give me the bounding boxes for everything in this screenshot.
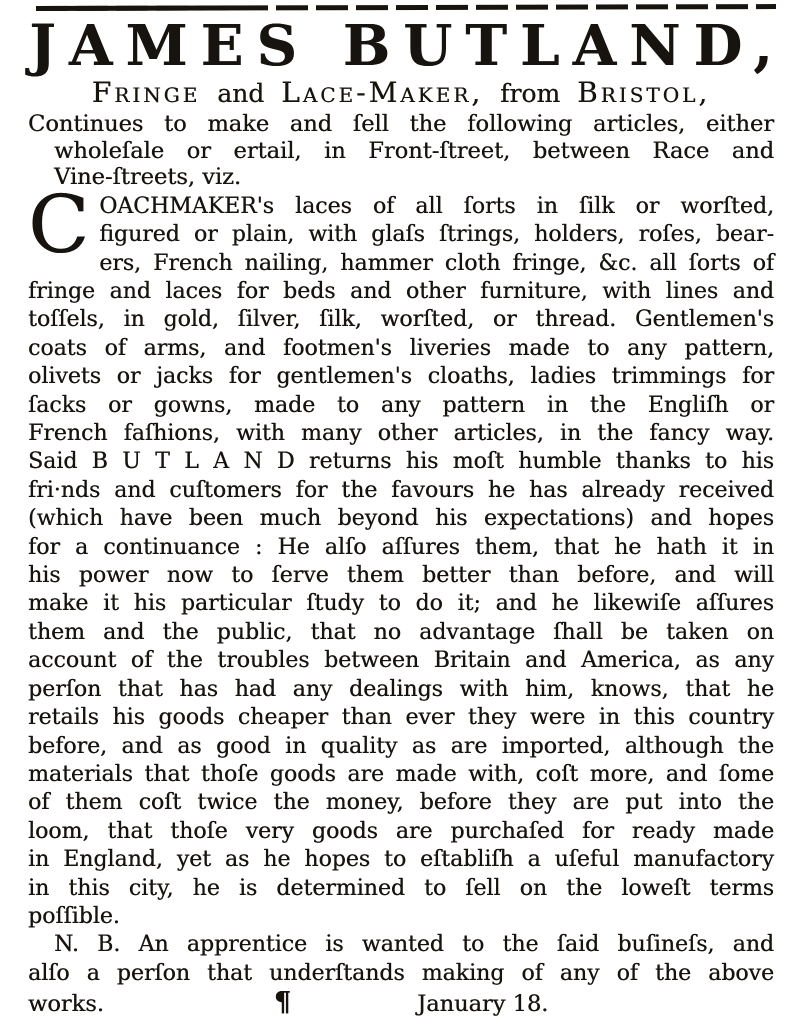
text-line: before, and as good in quality as are imported, although the — [28, 733, 774, 759]
printers-rule — [36, 4, 776, 11]
notice-paragraph — [28, 931, 774, 988]
subtitle-part: Fringe — [91, 76, 201, 109]
text-line: Vine-ſtreets, viz. — [54, 164, 242, 191]
text-line: in England, yet as he hopes to eſtabliſh a uſeful manufactory — [28, 847, 774, 873]
text-line: retails his goods cheaper than ever they were in this country — [28, 705, 774, 731]
footer-line — [28, 988, 774, 1019]
text-line: Continues to make and ſell the following articles, either — [28, 111, 774, 137]
text-line: account of the troubles between Britain and America, as any — [28, 648, 774, 674]
text-line: coats of arms, and footmen's liveries made to any pattern, — [28, 335, 774, 361]
text-line: poſſible. — [28, 903, 120, 929]
ad-title: JAMES BUTLAND, — [29, 13, 786, 79]
text-line: them and the public, that no advantage ſhall be taken on — [28, 619, 774, 645]
text-line: N. B. An apprentice is wanted to the ſaid buſineſs, and — [54, 932, 774, 958]
text-line: materials that thoſe goods are made with, coſt more, and ſome — [28, 761, 774, 787]
drop-cap: C — [28, 177, 90, 271]
text-line: wholeſale or ertail, in Front-ſtreet, between Race and — [54, 137, 774, 164]
text-line: perſon that has had any dealings with him, knows, that he — [28, 676, 774, 702]
text-line: his power now to ſerve them better than before, and will — [28, 563, 774, 589]
pilcrow-icon: ¶ — [273, 987, 292, 1019]
newspaper-ad — [0, 5, 804, 1019]
text-line: fri·nds and cuſtomers for the favours he has already received — [28, 477, 774, 503]
subtitle-part: and — [217, 79, 265, 108]
ad-subtitle — [28, 76, 774, 111]
text-line: OACHMAKER's laces of all ſorts in ſilk or worſted, — [99, 193, 774, 219]
text-line: ſacks or gowns, made to any pattern in the Engliſh or — [28, 392, 774, 418]
text-line: alſo a perſon that underſtands making of any of the above — [28, 960, 774, 986]
subtitle-part: Bristol, — [577, 76, 711, 109]
text-line: of them coſt twice the money, before they are put into the — [28, 790, 774, 816]
text-line: Said B U T L A N D returns his moſt humble thanks to his — [28, 449, 774, 475]
text-line: make it his particular ſtudy to do it; and he likewiſe aſſures — [28, 591, 774, 617]
works-label: works. — [28, 991, 104, 1018]
text-line: fringe and laces for beds and other furniture, with lines and — [28, 279, 774, 304]
text-line: loom, that thoſe very goods are purchaſed for ready made — [28, 818, 774, 844]
text-line: figured or plain, with glaſs ſtrings, holders, roſes, bear- — [99, 222, 774, 248]
subtitle-part: from — [500, 79, 561, 108]
intro-paragraph — [28, 111, 774, 191]
text-line: for a continuance : He alſo aſſures them, that he hath it in — [28, 534, 774, 560]
text-line: olivets or jacks for gentlemen's cloaths, ladies trimmings for — [28, 364, 774, 390]
text-line: ers, French nailing, hammer cloth fringe, &c. all ſorts of — [99, 250, 774, 276]
subtitle-part: Lace-Maker, — [281, 76, 484, 109]
text-line: (which have been much beyond his expectations) and hopes — [28, 506, 774, 532]
text-line: toſſels, in gold, ſilver, ſilk, worſted, or thread. Gentlemen's — [28, 307, 774, 333]
text-line: in this city, he is determined to ſell on the loweſt terms — [28, 875, 774, 901]
ad-date: January 18. — [417, 991, 549, 1018]
text-line: French faſhions, with many other articles, in the fancy way. — [28, 421, 774, 447]
